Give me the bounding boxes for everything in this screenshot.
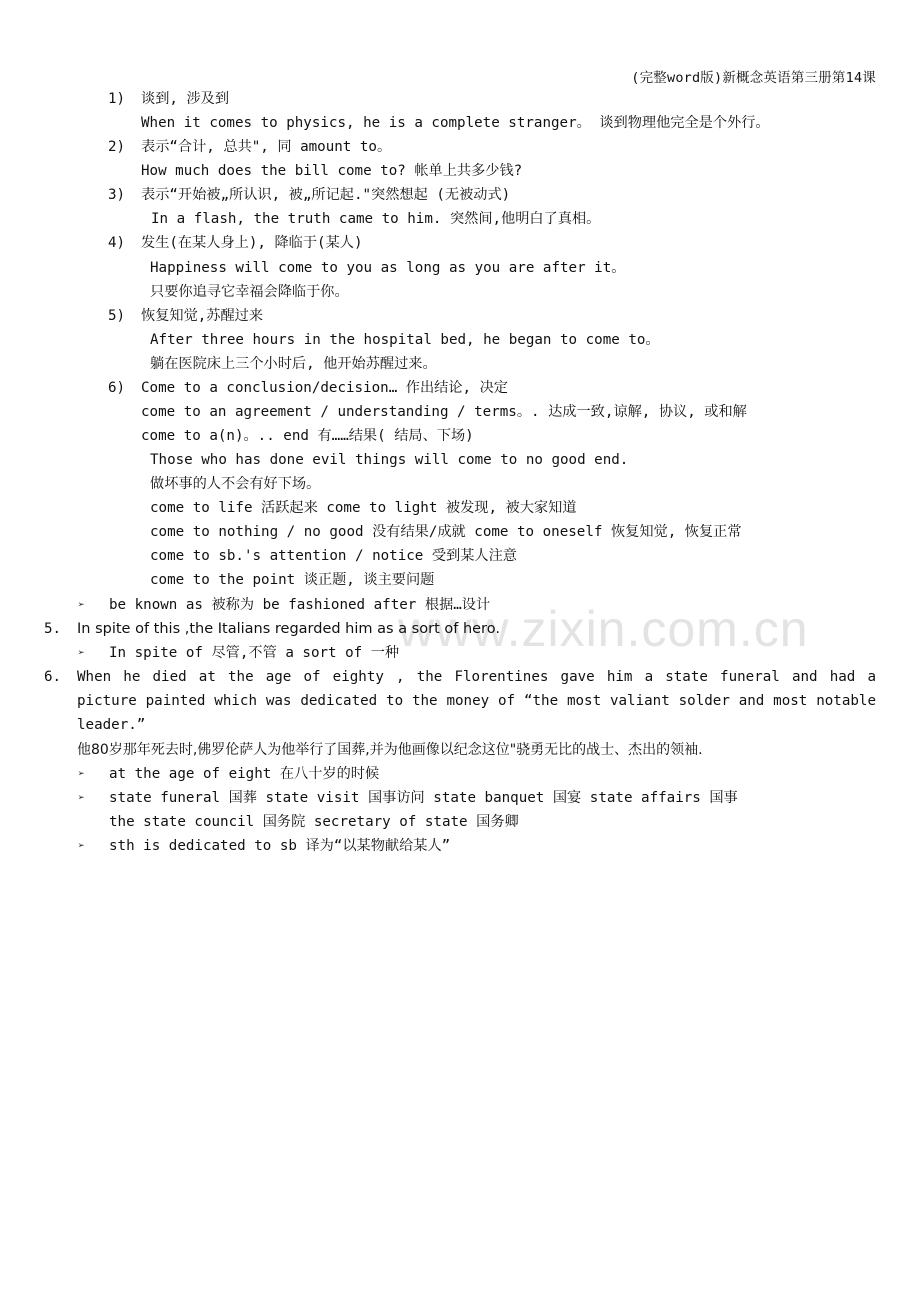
bullet-arrow-icon: ➢ xyxy=(78,598,85,611)
item-number: 4) xyxy=(108,235,126,251)
example-sentence: After three hours in the hospital bed, he began to come to。 xyxy=(150,332,660,348)
example-translation: 只要你追寻它幸福会降临于你。 xyxy=(150,284,349,300)
example-sentence: Those who has done evil things will come to no good end. xyxy=(150,452,629,468)
bullet-arrow-icon: ➢ xyxy=(78,767,85,780)
example-translation: 躺在医院床上三个小时后, 他开始苏醒过来。 xyxy=(150,356,437,372)
bullet-arrow-icon: ➢ xyxy=(78,791,85,804)
bullet-text: be known as 被称为 be fashioned after 根据…设计 xyxy=(109,597,491,613)
phrase-line: come to sb.'s attention / notice 受到某人注意 xyxy=(150,548,517,564)
example-sentence: When it comes to physics, he is a complete stranger。 谈到物理他完全是个外行。 xyxy=(141,115,770,131)
phrase-line: come to life 活跃起来 come to light 被发现, 被大家知道 xyxy=(150,500,577,516)
item-number: 1) xyxy=(108,91,126,107)
example-translation: 做坏事的人不会有好下场。 xyxy=(150,476,321,492)
item-number: 5) xyxy=(108,308,126,324)
example-sentence: How much does the bill come to? 帐单上共多少钱? xyxy=(141,163,523,179)
phrase-line: Come to a conclusion/decision… 作出结论, 决定 xyxy=(141,380,508,396)
bullet-text: state funeral 国葬 state visit 国事访问 state banquet 国宴 state affairs 国事 xyxy=(109,790,738,806)
bullet-text: In spite of 尽管,不管 a sort of 一种 xyxy=(109,645,400,661)
phrase-line: come to the point 谈正题, 谈主要问题 xyxy=(150,572,435,588)
bullet-text: the state council 国务院 secretary of state 国务卿 xyxy=(109,814,519,830)
bullet-text: at the age of eight 在八十岁的时候 xyxy=(109,766,380,782)
bullet-arrow-icon: ➢ xyxy=(78,646,85,659)
item-number: 6) xyxy=(108,380,126,396)
sentence-number: 6. xyxy=(44,669,62,685)
sentence-text: In spite of this ,the Italians regarded him as a sort of hero. xyxy=(77,621,500,637)
bullet-text: sth is dedicated to sb 译为“以某物献给某人” xyxy=(109,838,451,854)
item-title: 表示“开始被„所认识, 被„所记起."突然想起 (无被动式) xyxy=(141,187,511,203)
item-title: 发生(在某人身上), 降临于(某人) xyxy=(141,235,363,251)
phrase-line: come to a(n)。.. end 有……结果( 结局、下场) xyxy=(141,428,474,444)
example-sentence: Happiness will come to you as long as you are after it。 xyxy=(150,260,626,276)
example-sentence: In a flash, the truth came to him. 突然间,他明白了真相。 xyxy=(151,211,601,227)
item-title: 表示“合计, 总共", 同 amount to。 xyxy=(141,139,392,155)
watermark: www.zixin.com.cn xyxy=(398,601,809,657)
phrase-line: come to nothing / no good 没有结果/成就 come to oneself 恢复知觉, 恢复正常 xyxy=(150,524,742,540)
sentence-text: When he died at the age of eighty , the Florentines gave him a state funeral and had a picture painted which was dedicated to the money of “the most valiant solder and most notable leader.” xyxy=(77,669,876,733)
item-title: 恢复知觉,苏醒过来 xyxy=(141,308,264,324)
item-title: 谈到, 涉及到 xyxy=(141,91,230,107)
phrase-line: come to an agreement / understanding / terms。. 达成一致,谅解, 协议, 或和解 xyxy=(141,404,747,420)
item-number: 2) xyxy=(108,139,126,155)
sentence-number: 5. xyxy=(44,621,62,637)
item-number: 3) xyxy=(108,187,126,203)
bullet-arrow-icon: ➢ xyxy=(78,839,85,852)
sentence-translation: 他80岁那年死去时,佛罗伦萨人为他举行了国葬,并为他画像以纪念这位"骁勇无比的战士、杰出的领袖. xyxy=(77,742,703,758)
page-header: (完整word版)新概念英语第三册第14课 xyxy=(631,70,876,86)
